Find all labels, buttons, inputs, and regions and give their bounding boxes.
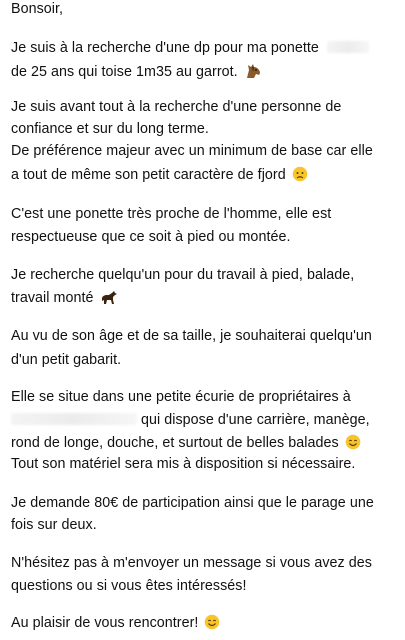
p3-line-1: C'est une ponette très proche de l'homme, elle est <box>11 206 332 222</box>
redacted-pony-name <box>327 41 369 53</box>
p6-line-4: Tout son matériel sera mis à disposition si nécessaire. <box>11 456 356 472</box>
p8-line-2: questions ou si vous êtes intéressés! <box>11 578 247 594</box>
p4-line-1: Je recherche quelqu'un pour du travail à pied, balade, <box>11 267 355 283</box>
p5-line-1: Au vu de son âge et de sa taille, je souhaiterai quelqu'un <box>11 328 372 344</box>
p1-line-2 <box>11 63 262 84</box>
p2-line-4 <box>11 166 308 187</box>
worried-face-icon <box>292 166 308 187</box>
p7-line-2: fois sur deux. <box>11 517 97 533</box>
p7-line-1: Je demande 80€ de participation ainsi que le parage une <box>11 495 374 511</box>
horse-icon <box>100 289 118 310</box>
p4-line-2 <box>11 289 118 310</box>
p1-line-1 <box>11 39 369 57</box>
p8-line-1: N'hésitez pas à m'envoyer un message si vous avez des <box>11 555 372 571</box>
closing-line <box>11 614 220 635</box>
closing-text: Au plaisir de vous rencontrer! <box>11 615 199 631</box>
p5-line-2: d'un petit gabarit. <box>11 352 122 368</box>
p3-line-2: respectueuse que ce soit à pied ou montée. <box>11 229 291 245</box>
smiling-face-icon <box>345 434 361 455</box>
p6-line-2-text: qui dispose d'une carrière, manège, <box>141 412 370 428</box>
p6-line-3-text: rond de longe, douche, et surtout de belles balades <box>11 435 339 451</box>
smiling-face-icon <box>204 614 220 635</box>
p2-line-1: Je suis avant tout à la recherche d'une personne de <box>11 99 342 115</box>
redacted-location <box>11 413 137 425</box>
horse-face-icon <box>244 63 262 84</box>
p2-line-3: De préférence majeur avec un minimum de base car elle <box>11 143 373 159</box>
p6-line-1: Elle se situe dans une petite écurie de propriétaires à <box>11 389 351 405</box>
p2-line-2: confiance et sur du long terme. <box>11 121 209 137</box>
p1-line-2-text: de 25 ans qui toise 1m35 au garrot. <box>11 64 238 80</box>
p2-line-4-text: a tout de même son petit caractère de fjord <box>11 167 286 183</box>
p1-line-1-text: Je suis à la recherche d'une dp pour ma ponette <box>11 40 319 56</box>
p6-line-3 <box>11 434 361 455</box>
p4-line-2-text: travail monté <box>11 290 94 306</box>
greeting-text: Bonsoir, <box>11 1 64 17</box>
p6-line-2 <box>11 411 370 429</box>
